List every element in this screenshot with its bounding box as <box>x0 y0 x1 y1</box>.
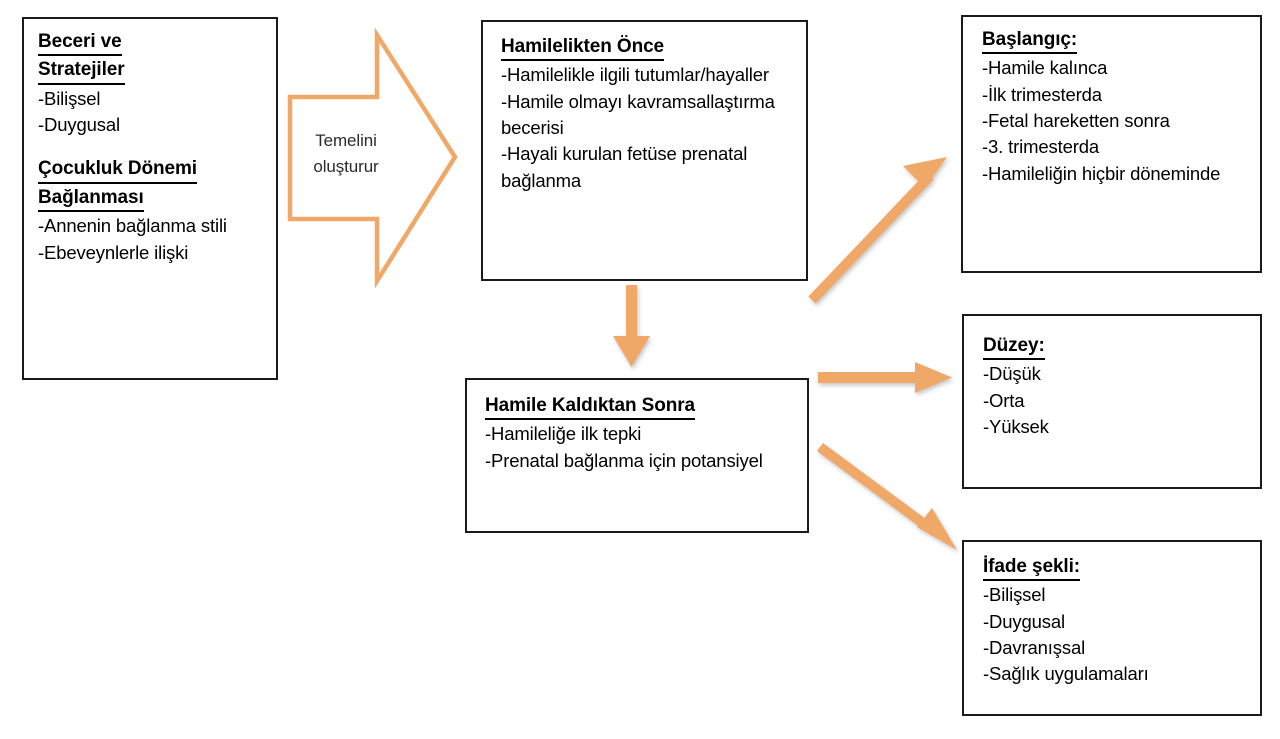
node-after-pregnancy-item: -Hamileliğe ilk tepki <box>485 423 642 445</box>
arrow-to-onset <box>812 157 947 300</box>
node-childhood-title-line-1: Çocukluk Dönemi <box>38 156 197 183</box>
node-onset-item: -İlk trimesterda <box>982 83 1102 105</box>
node-onset-title: Başlangıç: <box>982 27 1077 54</box>
node-onset-item: -Fetal hareketten sonra <box>982 109 1170 131</box>
down-arrow-to-after-pregnancy <box>613 285 650 367</box>
node-skills-item: -Duygusal <box>38 114 120 136</box>
node-expression-item: -Sağlık uygulamaları <box>983 663 1149 685</box>
node-expression-item: -Bilişsel <box>983 584 1046 606</box>
node-expression-item: -Duygusal <box>983 610 1065 632</box>
foundation-arrow-label-line-1: Temelini <box>315 131 377 150</box>
arrow-to-level <box>818 362 952 393</box>
node-childhood-title-line-2: Bağlanması <box>38 185 144 212</box>
node-before-pregnancy[interactable] <box>481 20 808 281</box>
node-onset[interactable] <box>961 15 1262 273</box>
foundation-arrow-label-line-2: oluşturur <box>313 156 379 176</box>
node-before-pregnancy-title: Hamilelikten Önce <box>501 34 664 61</box>
node-level[interactable] <box>962 314 1262 489</box>
node-skills-and-strategies[interactable] <box>22 17 278 380</box>
node-level-item: -Düşük <box>983 363 1041 385</box>
foundation-arrow-label <box>298 128 394 179</box>
node-skills-title-line-2: Stratejiler <box>38 57 125 84</box>
node-expression-item: -Davranışsal <box>983 636 1086 658</box>
node-level-item: -Yüksek <box>983 415 1049 437</box>
node-level-title: Düzey: <box>983 333 1045 360</box>
node-expression[interactable] <box>962 540 1262 716</box>
node-childhood-item: -Annenin bağlanma stili <box>38 215 227 237</box>
node-skills-spacer <box>38 138 264 156</box>
node-childhood-item: -Ebeveynlerle ilişki <box>38 241 189 263</box>
node-onset-item: -3. trimesterda <box>982 136 1100 158</box>
node-skills-title-line-1: Beceri ve <box>38 29 122 56</box>
node-skills-item: -Bilişsel <box>38 87 101 109</box>
node-level-item: -Orta <box>983 389 1025 411</box>
node-onset-item: -Hamile kalınca <box>982 57 1108 79</box>
node-before-pregnancy-item: -Hayali kurulan fetüse prenatal bağlanma <box>501 143 748 191</box>
node-before-pregnancy-item: -Hamile olmayı kavramsallaştırma becerisi <box>501 90 775 138</box>
node-before-pregnancy-item: -Hamilelikle ilgili tutumlar/hayaller <box>501 64 769 86</box>
arrow-to-expression <box>820 447 957 550</box>
node-after-pregnancy-item: -Prenatal bağlanma için potansiyel <box>485 449 763 471</box>
node-after-pregnancy[interactable] <box>465 378 809 533</box>
node-onset-item: -Hamileliğin hiçbir döneminde <box>982 162 1221 184</box>
node-expression-title: İfade şekli: <box>983 554 1080 581</box>
node-after-pregnancy-title: Hamile Kaldıktan Sonra <box>485 393 695 420</box>
